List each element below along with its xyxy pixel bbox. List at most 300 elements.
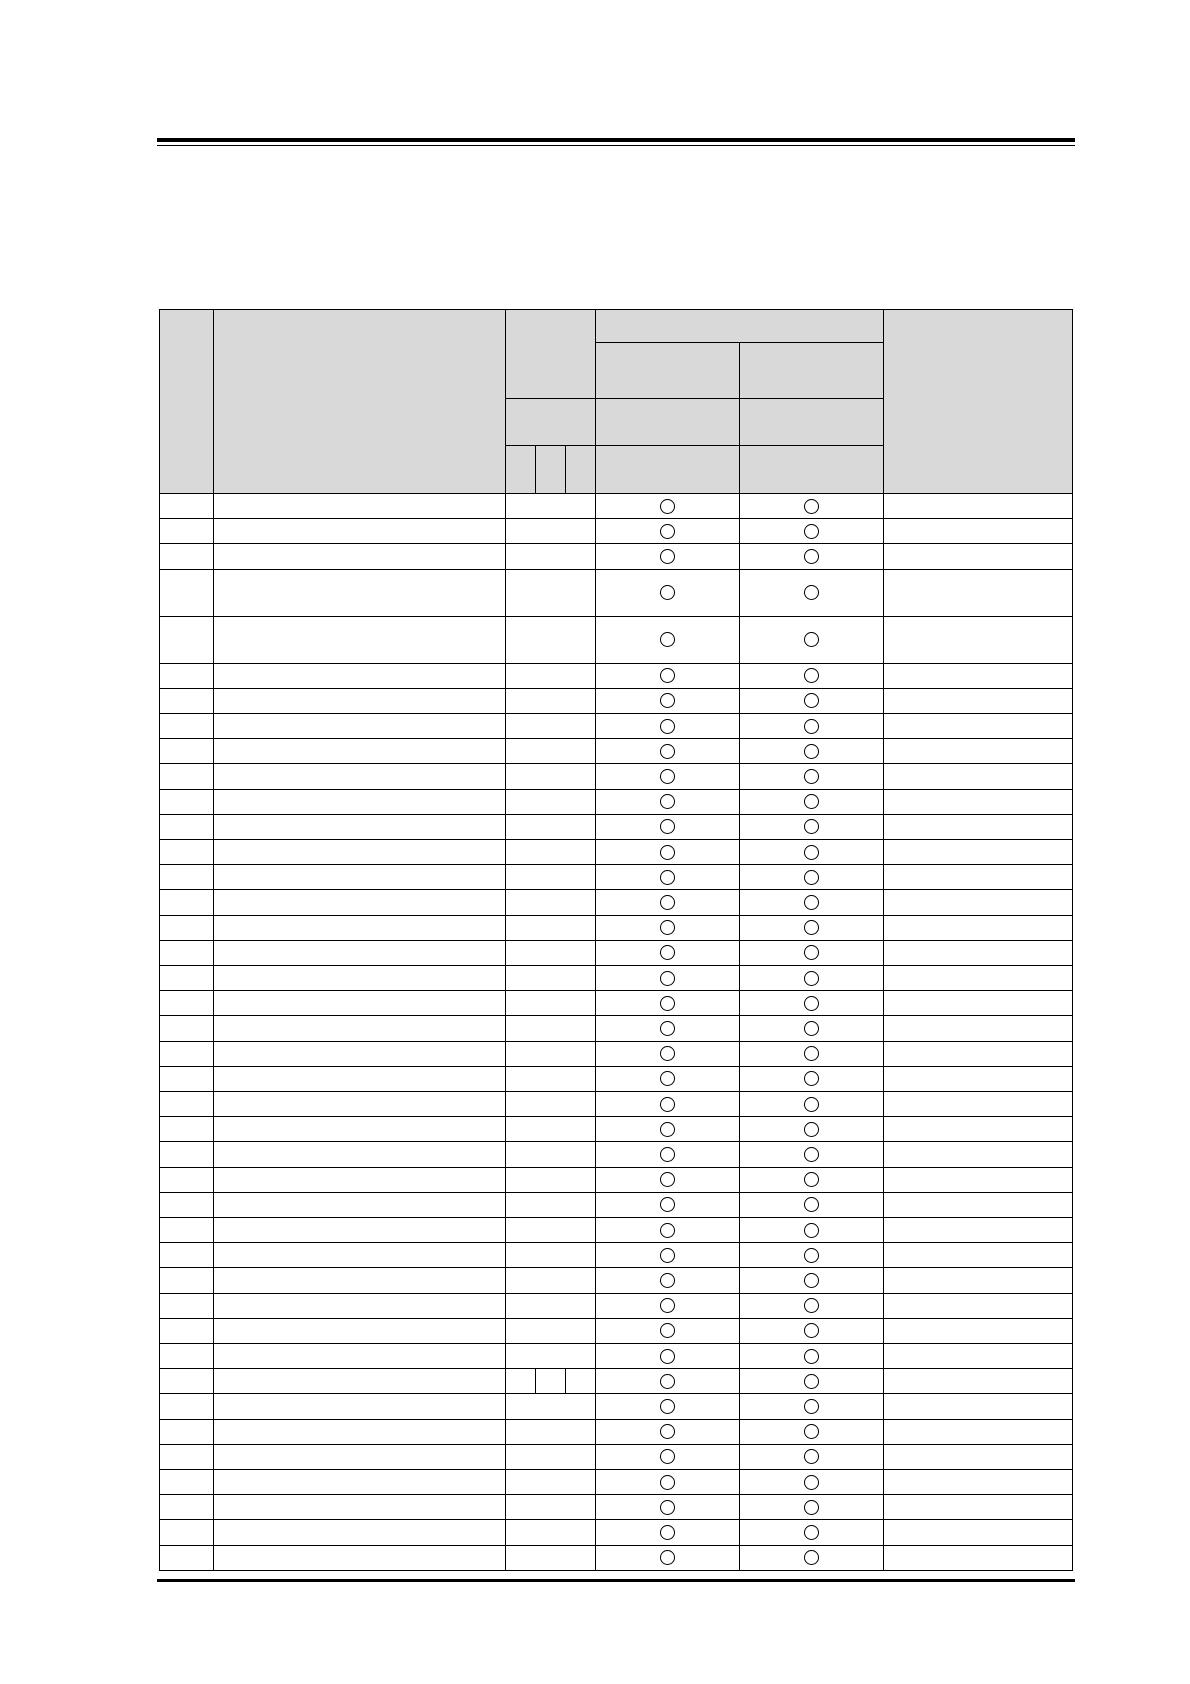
cell-a (595, 1318, 740, 1344)
cell-no (159, 889, 214, 915)
cell-b (739, 1041, 884, 1067)
cell-remark (883, 763, 1073, 789)
cell-b (739, 543, 884, 569)
check-circle-icon (804, 895, 819, 910)
cell-item (213, 990, 506, 1016)
cell-b (739, 789, 884, 815)
check-circle-icon (660, 585, 675, 600)
cell-b (739, 1217, 884, 1243)
cell-b (739, 864, 884, 890)
cell-no (159, 1041, 214, 1067)
cell-code (505, 1469, 596, 1495)
cell-item (213, 543, 506, 569)
check-circle-icon (660, 971, 675, 986)
cell-no (159, 1293, 214, 1319)
header-code (505, 309, 596, 399)
check-circle-icon (804, 1097, 819, 1112)
cell-item (213, 1116, 506, 1142)
cell-remark (883, 965, 1073, 991)
cell-a (595, 1242, 740, 1268)
cell-no (159, 616, 214, 664)
cell-item (213, 763, 506, 789)
cell-item (213, 1519, 506, 1545)
cell-code (505, 1545, 596, 1571)
cell-code-digit-3 (565, 1368, 596, 1394)
check-circle-icon (804, 744, 819, 759)
cell-remark (883, 493, 1073, 519)
cell-a (595, 889, 740, 915)
cell-a (595, 663, 740, 689)
header-item (213, 309, 506, 494)
check-circle-icon (804, 945, 819, 960)
header-b-sub (739, 398, 884, 446)
check-circle-icon (660, 1046, 675, 1061)
check-circle-icon (660, 1097, 675, 1112)
cell-b (739, 1545, 884, 1571)
check-circle-icon (660, 769, 675, 784)
cell-code (505, 1494, 596, 1520)
cell-a (595, 864, 740, 890)
header-code-digit-1 (505, 445, 536, 494)
cell-a (595, 1116, 740, 1142)
check-circle-icon (660, 845, 675, 860)
cell-remark (883, 1066, 1073, 1092)
cell-code (505, 569, 596, 617)
check-circle-icon (660, 1122, 675, 1137)
cell-b (739, 1393, 884, 1419)
cell-no (159, 839, 214, 865)
header-a-sub (595, 398, 740, 446)
cell-code (505, 1041, 596, 1067)
check-circle-icon (660, 1475, 675, 1490)
cell-a (595, 688, 740, 714)
cell-item (213, 1091, 506, 1117)
cell-no (159, 763, 214, 789)
check-circle-icon (804, 668, 819, 683)
header-group (595, 309, 884, 343)
cell-a (595, 789, 740, 815)
cell-no (159, 814, 214, 840)
cell-item (213, 493, 506, 519)
cell-code (505, 965, 596, 991)
cell-b (739, 1469, 884, 1495)
cell-item (213, 663, 506, 689)
check-circle-icon (660, 1399, 675, 1414)
cell-code (505, 789, 596, 815)
cell-b (739, 518, 884, 544)
cell-code (505, 713, 596, 739)
cell-item (213, 1167, 506, 1193)
cell-code (505, 493, 596, 519)
check-circle-icon (804, 870, 819, 885)
cell-item (213, 1015, 506, 1041)
cell-no (159, 1015, 214, 1041)
cell-code (505, 1393, 596, 1419)
cell-code (505, 1318, 596, 1344)
cell-b (739, 616, 884, 664)
cell-b (739, 1368, 884, 1394)
cell-remark (883, 616, 1073, 664)
cell-code (505, 616, 596, 664)
cell-remark (883, 1393, 1073, 1419)
header-no (159, 309, 214, 494)
cell-no (159, 1419, 214, 1445)
cell-remark (883, 1267, 1073, 1293)
cell-b (739, 1419, 884, 1445)
check-circle-icon (660, 1449, 675, 1464)
check-circle-icon (660, 693, 675, 708)
cell-remark (883, 1293, 1073, 1319)
cell-code (505, 864, 596, 890)
header-code-sub (505, 398, 596, 446)
cell-no (159, 1469, 214, 1495)
check-circle-icon (804, 693, 819, 708)
cell-no (159, 864, 214, 890)
cell-item (213, 713, 506, 739)
cell-code (505, 1444, 596, 1470)
check-circle-icon (660, 794, 675, 809)
cell-remark (883, 1494, 1073, 1520)
cell-b (739, 965, 884, 991)
cell-b (739, 1519, 884, 1545)
cell-b (739, 569, 884, 617)
cell-code (505, 1267, 596, 1293)
check-circle-icon (660, 1550, 675, 1565)
check-circle-icon (660, 1500, 675, 1515)
cell-code (505, 814, 596, 840)
cell-b (739, 738, 884, 764)
check-circle-icon (804, 920, 819, 935)
cell-no (159, 738, 214, 764)
cell-code (505, 915, 596, 941)
cell-remark (883, 839, 1073, 865)
check-circle-icon (660, 549, 675, 564)
cell-b (739, 1015, 884, 1041)
check-circle-icon (804, 819, 819, 834)
cell-no (159, 940, 214, 966)
check-circle-icon (804, 524, 819, 539)
check-circle-icon (660, 668, 675, 683)
cell-a (595, 1167, 740, 1193)
cell-remark (883, 915, 1073, 941)
cell-item (213, 688, 506, 714)
cell-item (213, 1494, 506, 1520)
cell-remark (883, 569, 1073, 617)
top-rule-thin (157, 145, 1075, 146)
cell-item (213, 1368, 506, 1394)
cell-no (159, 1318, 214, 1344)
cell-no (159, 1242, 214, 1268)
cell-code (505, 1192, 596, 1218)
cell-remark (883, 1242, 1073, 1268)
cell-remark (883, 864, 1073, 890)
cell-a (595, 493, 740, 519)
cell-b (739, 763, 884, 789)
cell-code-digit-1 (505, 1368, 536, 1394)
cell-code (505, 1116, 596, 1142)
check-circle-icon (660, 920, 675, 935)
cell-remark (883, 1444, 1073, 1470)
check-circle-icon (660, 1021, 675, 1036)
cell-code (505, 1343, 596, 1369)
check-circle-icon (660, 499, 675, 514)
cell-a (595, 616, 740, 664)
cell-remark (883, 1167, 1073, 1193)
check-circle-icon (660, 870, 675, 885)
header-b-sub2 (739, 445, 884, 494)
check-circle-icon (660, 1172, 675, 1187)
cell-item (213, 738, 506, 764)
cell-remark (883, 1368, 1073, 1394)
cell-remark (883, 1041, 1073, 1067)
cell-b (739, 839, 884, 865)
check-circle-icon (804, 1273, 819, 1288)
cell-b (739, 1066, 884, 1092)
check-circle-icon (804, 585, 819, 600)
cell-no (159, 1368, 214, 1394)
check-circle-icon (660, 1349, 675, 1364)
cell-code (505, 1091, 596, 1117)
cell-a (595, 1393, 740, 1419)
cell-item (213, 814, 506, 840)
cell-a (595, 1469, 740, 1495)
cell-remark (883, 990, 1073, 1016)
cell-code (505, 518, 596, 544)
check-circle-icon (660, 1424, 675, 1439)
cell-item (213, 1469, 506, 1495)
cell-code (505, 1217, 596, 1243)
cell-no (159, 543, 214, 569)
header-remark (883, 309, 1073, 494)
cell-no (159, 1141, 214, 1167)
check-circle-icon (660, 996, 675, 1011)
cell-a (595, 1444, 740, 1470)
cell-b (739, 915, 884, 941)
cell-b (739, 1091, 884, 1117)
cell-item (213, 616, 506, 664)
cell-remark (883, 1419, 1073, 1445)
cell-a (595, 1192, 740, 1218)
cell-code (505, 889, 596, 915)
check-circle-icon (804, 1349, 819, 1364)
cell-no (159, 1343, 214, 1369)
cell-code (505, 1419, 596, 1445)
cell-remark (883, 543, 1073, 569)
check-circle-icon (804, 1550, 819, 1565)
cell-remark (883, 789, 1073, 815)
check-circle-icon (804, 1071, 819, 1086)
cell-a (595, 915, 740, 941)
cell-item (213, 1318, 506, 1344)
check-circle-icon (804, 1197, 819, 1212)
cell-no (159, 569, 214, 617)
cell-code (505, 763, 596, 789)
cell-a (595, 1494, 740, 1520)
check-circle-icon (804, 1046, 819, 1061)
cell-no (159, 713, 214, 739)
cell-b (739, 1141, 884, 1167)
cell-code (505, 688, 596, 714)
cell-a (595, 839, 740, 865)
cell-a (595, 1015, 740, 1041)
cell-a (595, 763, 740, 789)
cell-item (213, 915, 506, 941)
cell-no (159, 1066, 214, 1092)
cell-no (159, 1519, 214, 1545)
cell-remark (883, 1116, 1073, 1142)
cell-no (159, 1091, 214, 1117)
cell-code (505, 839, 596, 865)
check-circle-icon (804, 1424, 819, 1439)
cell-item (213, 1217, 506, 1243)
check-circle-icon (804, 1248, 819, 1263)
check-circle-icon (660, 1071, 675, 1086)
check-circle-icon (804, 1172, 819, 1187)
cell-code (505, 663, 596, 689)
check-circle-icon (660, 819, 675, 834)
cell-a (595, 814, 740, 840)
cell-code (505, 738, 596, 764)
cell-code (505, 1519, 596, 1545)
cell-remark (883, 1141, 1073, 1167)
cell-b (739, 1116, 884, 1142)
check-circle-icon (660, 524, 675, 539)
cell-a (595, 1217, 740, 1243)
cell-a (595, 1141, 740, 1167)
cell-item (213, 1066, 506, 1092)
cell-item (213, 839, 506, 865)
cell-a (595, 1041, 740, 1067)
cell-no (159, 990, 214, 1016)
cell-item (213, 789, 506, 815)
check-circle-icon (660, 1197, 675, 1212)
cell-item (213, 965, 506, 991)
cell-code (505, 1242, 596, 1268)
cell-b (739, 1242, 884, 1268)
cell-item (213, 1192, 506, 1218)
cell-remark (883, 688, 1073, 714)
check-circle-icon (804, 794, 819, 809)
cell-code (505, 1293, 596, 1319)
cell-code (505, 1015, 596, 1041)
header-code-digit-2 (535, 445, 566, 494)
cell-a (595, 543, 740, 569)
cell-no (159, 1116, 214, 1142)
check-circle-icon (660, 744, 675, 759)
cell-no (159, 663, 214, 689)
check-circle-icon (804, 1374, 819, 1389)
cell-b (739, 1192, 884, 1218)
header-b (739, 342, 884, 399)
cell-b (739, 1318, 884, 1344)
check-circle-icon (804, 1500, 819, 1515)
header-code-digit-3 (565, 445, 596, 494)
cell-code (505, 990, 596, 1016)
cell-remark (883, 1469, 1073, 1495)
cell-a (595, 1519, 740, 1545)
cell-remark (883, 738, 1073, 764)
cell-remark (883, 1217, 1073, 1243)
spec-table (159, 309, 1073, 1553)
cell-b (739, 493, 884, 519)
cell-a (595, 965, 740, 991)
cell-remark (883, 1545, 1073, 1571)
cell-b (739, 814, 884, 840)
check-circle-icon (660, 1298, 675, 1313)
cell-b (739, 990, 884, 1016)
cell-remark (883, 1015, 1073, 1041)
cell-b (739, 1343, 884, 1369)
cell-item (213, 1141, 506, 1167)
check-circle-icon (804, 1525, 819, 1540)
cell-b (739, 889, 884, 915)
check-circle-icon (660, 1147, 675, 1162)
cell-remark (883, 663, 1073, 689)
cell-a (595, 1343, 740, 1369)
cell-item (213, 1545, 506, 1571)
check-circle-icon (804, 769, 819, 784)
bottom-rule (157, 1579, 1075, 1582)
cell-a (595, 1091, 740, 1117)
cell-no (159, 1393, 214, 1419)
cell-a (595, 1368, 740, 1394)
cell-b (739, 1167, 884, 1193)
cell-a (595, 1267, 740, 1293)
cell-code (505, 543, 596, 569)
check-circle-icon (660, 1374, 675, 1389)
cell-no (159, 965, 214, 991)
cell-a (595, 940, 740, 966)
cell-no (159, 1167, 214, 1193)
cell-item (213, 1242, 506, 1268)
cell-remark (883, 1318, 1073, 1344)
cell-no (159, 1192, 214, 1218)
cell-remark (883, 889, 1073, 915)
check-circle-icon (804, 971, 819, 986)
cell-code (505, 1066, 596, 1092)
cell-item (213, 1393, 506, 1419)
check-circle-icon (804, 1449, 819, 1464)
header-a (595, 342, 740, 399)
check-circle-icon (804, 1323, 819, 1338)
cell-remark (883, 1192, 1073, 1218)
check-circle-icon (804, 632, 819, 647)
cell-no (159, 915, 214, 941)
cell-item (213, 1419, 506, 1445)
cell-a (595, 738, 740, 764)
cell-no (159, 1267, 214, 1293)
cell-a (595, 1293, 740, 1319)
cell-a (595, 569, 740, 617)
cell-item (213, 1041, 506, 1067)
cell-remark (883, 814, 1073, 840)
cell-b (739, 1494, 884, 1520)
cell-remark (883, 1091, 1073, 1117)
cell-item (213, 569, 506, 617)
cell-a (595, 1066, 740, 1092)
cell-item (213, 940, 506, 966)
cell-remark (883, 940, 1073, 966)
cell-item (213, 864, 506, 890)
cell-b (739, 940, 884, 966)
cell-code (505, 940, 596, 966)
check-circle-icon (804, 1021, 819, 1036)
check-circle-icon (804, 1122, 819, 1137)
cell-no (159, 688, 214, 714)
check-circle-icon (660, 1248, 675, 1263)
cell-no (159, 1444, 214, 1470)
cell-remark (883, 518, 1073, 544)
